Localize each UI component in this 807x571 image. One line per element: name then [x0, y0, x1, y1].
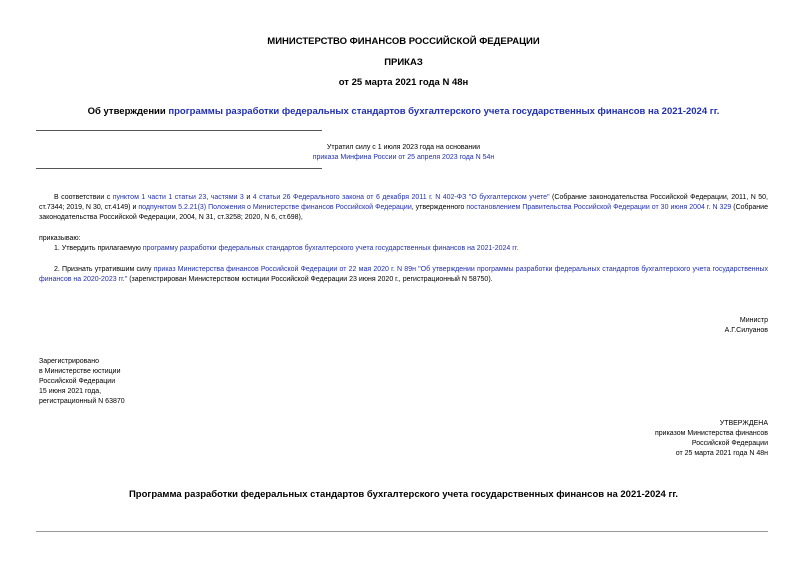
doc-date-number: от 25 марта 2021 года N 48н: [338, 77, 469, 88]
program-title: Программа разработки федеральных стандартов бухгалтерского учета государственных финансов на 2021-2024 гг.: [128, 489, 679, 500]
item1-text: 1. Утвердить прилагаемую: [54, 245, 143, 252]
divider-top: [36, 130, 322, 131]
doc-type-heading: ПРИКАЗ: [384, 57, 423, 68]
repeal-order-link[interactable]: приказа Минфина России от 25 апреля 2023 года N 54н: [312, 154, 495, 161]
preamble-text-6: (Собрание законодательства Российской Федерации, 2004, N 31, ст.3258; 2020, N 6, ст.698),: [39, 204, 768, 221]
link-law-parts3[interactable]: частями 3: [210, 194, 244, 201]
title-prefix: Об утверждении: [87, 106, 169, 117]
link-government-decree[interactable]: постановлением Правительства Российской Федерации от 30 июня 2004 г. N 329: [466, 204, 732, 211]
title-program-link[interactable]: программы разработки федеральных стандартов бухгалтерского учета государственных финансов на 2021-2024 гг.: [168, 106, 720, 117]
approved-line-2: приказом Министерства финансов: [654, 430, 768, 437]
signatory-name: А.Г.Силуанов: [724, 327, 768, 334]
approved-line-4: от 25 марта 2021 года N 48н: [675, 450, 768, 457]
registration-line-5: регистрационный N 63870: [39, 398, 125, 405]
registration-block: [39, 357, 125, 407]
preamble-text-2: ,: [206, 194, 211, 201]
document-title: [0, 106, 807, 117]
item2-repealed-order-link[interactable]: приказ Министерства финансов Российской Федерации от 22 мая 2020 г. N 89н "Об утверждении программы разработки федеральных стандартов бухгалтерского учета государственных финансов на 2020-2023 гг.": [39, 266, 768, 283]
registration-line-1: Зарегистрировано: [39, 358, 99, 365]
preamble-text-5: , утвержденного: [411, 204, 467, 211]
link-law-art23[interactable]: пунктом 1 части 1 статьи 23: [112, 194, 207, 201]
status-link-wrap: [0, 153, 807, 163]
signatory-position: Министр: [739, 317, 768, 324]
registration-line-3: Российской Федерации: [39, 378, 116, 385]
link-law-402fz[interactable]: 4 статьи 26 Федерального закона от 6 декабря 2011 г. N 402-ФЗ "О бухгалтерском учете": [252, 194, 550, 201]
order-item-2: [39, 265, 768, 285]
item1-program-link[interactable]: программу разработки федеральных стандартов бухгалтерского учета государственных финансов на 2021-2024 гг.: [142, 245, 519, 252]
preamble-text-3: и: [243, 194, 253, 201]
preamble-paragraph: [39, 193, 768, 223]
ministry-heading: МИНИСТЕРСТВО ФИНАНСОВ РОССИЙСКОЙ ФЕДЕРАЦИИ: [267, 36, 540, 47]
preamble-text-4: (Собрание законодательства Российской Федерации, 2011, N 50, ст.7344; 2019, N 30, ст.4149) и: [39, 194, 768, 211]
registration-line-2: в Министерстве юстиции: [39, 368, 121, 375]
order-word: приказываю:: [39, 235, 81, 242]
registration-line-4: 15 июня 2021 года,: [39, 388, 102, 395]
approved-line-3: Российской Федерации: [691, 440, 768, 447]
item2-text-2: (зарегистрирован Министерством юстиции Российской Федерации 23 июня 2020 г., регистрационный N 58750).: [127, 276, 493, 283]
link-ministry-regulation[interactable]: подпунктом 5.2.21(3) Положения о Министерстве финансов Российской Федерации: [138, 204, 412, 211]
preamble-text-1: В соответствии с: [54, 194, 113, 201]
approved-block: [655, 419, 768, 459]
order-item-1: [39, 244, 768, 254]
approved-line-1: УТВЕРЖДЕНА: [719, 420, 768, 427]
page-bottom-rule: [36, 531, 768, 532]
status-line: Утратил силу с 1 июля 2023 года на основании: [326, 144, 481, 151]
item2-text-1: 2. Признать утратившим силу: [54, 266, 154, 273]
divider-bottom: [36, 168, 322, 169]
